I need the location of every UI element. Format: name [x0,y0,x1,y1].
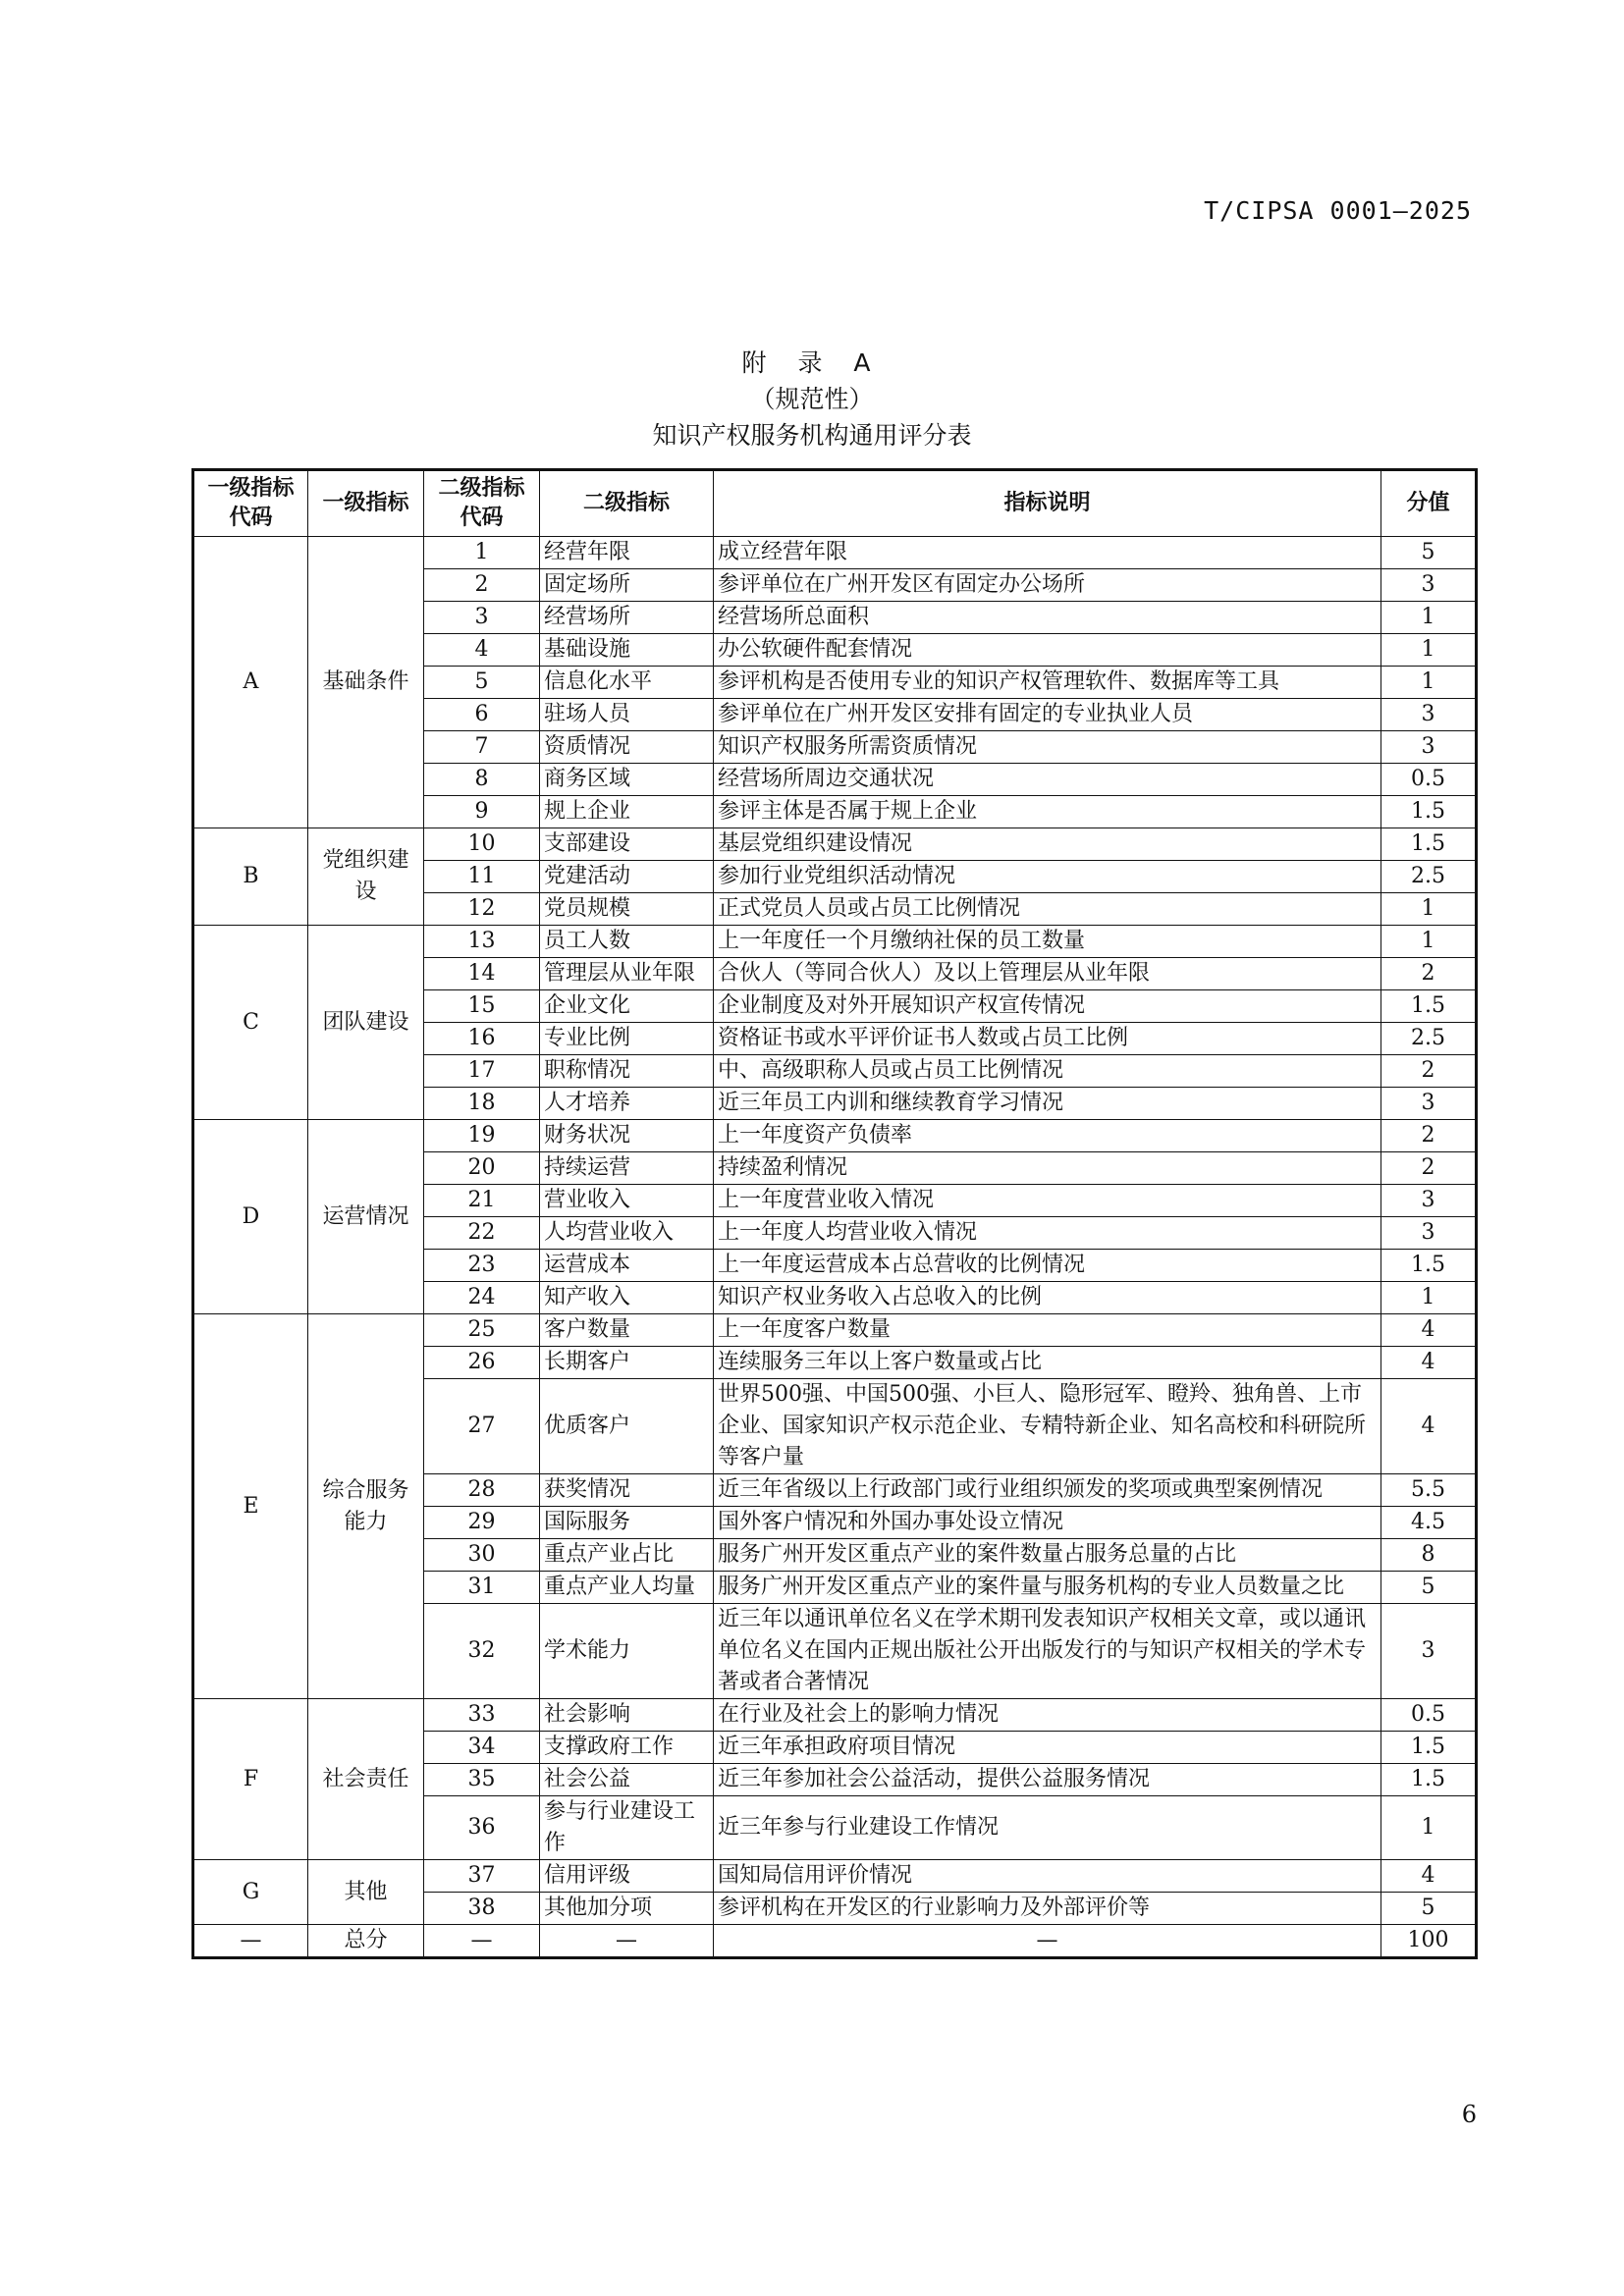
annex-type: （规范性） [750,385,874,413]
level2-name: 经营场所 [540,602,714,634]
indicator-description: 参评单位在广州开发区有固定办公场所 [714,569,1381,602]
level2-code: 20 [424,1152,540,1185]
level2-name: 优质客户 [540,1379,714,1474]
level2-name: 长期客户 [540,1347,714,1379]
level1-code: D [193,1120,308,1314]
level2-code: 22 [424,1217,540,1250]
header-score: 分值 [1381,470,1477,537]
indicator-description: 中、高级职称人员或占员工比例情况 [714,1055,1381,1088]
level2-code: 29 [424,1507,540,1539]
level2-name: 驻场人员 [540,699,714,731]
score-value: 4 [1381,1379,1477,1474]
indicator-description: 经营场所周边交通状况 [714,764,1381,796]
score-value: 2.5 [1381,861,1477,893]
level2-name: 其他加分项 [540,1893,714,1925]
indicator-description: 上一年度客户数量 [714,1314,1381,1347]
header-l2-code: 二级指标代码 [424,470,540,537]
level2-code: 32 [424,1604,540,1699]
level1-code: E [193,1314,308,1699]
score-value: 3 [1381,699,1477,731]
indicator-description: 正式党员人员或占员工比例情况 [714,893,1381,926]
level2-name: 社会公益 [540,1764,714,1796]
indicator-description: 办公软硬件配套情况 [714,634,1381,667]
header-l1-name: 一级指标 [308,470,424,537]
total-l1-code: — [193,1925,308,1958]
level2-code: 12 [424,893,540,926]
indicator-description: 国知局信用评价情况 [714,1860,1381,1893]
level2-code: 17 [424,1055,540,1088]
level2-code: 33 [424,1699,540,1732]
score-value: 5 [1381,1572,1477,1604]
score-value: 4.5 [1381,1507,1477,1539]
indicator-description: 近三年参与行业建设工作情况 [714,1796,1381,1860]
level1-name: 其他 [308,1860,424,1925]
level2-name: 信用评级 [540,1860,714,1893]
indicator-description: 世界500强、中国500强、小巨人、隐形冠军、瞪羚、独角兽、上市企业、国家知识产权示范企业、专精特新企业、知名高校和科研院所等客户量 [714,1379,1381,1474]
level2-code: 36 [424,1796,540,1860]
level2-code: 26 [424,1347,540,1379]
level1-name: 运营情况 [308,1120,424,1314]
level2-name: 国际服务 [540,1507,714,1539]
scoring-table [191,468,1478,1959]
indicator-description: 企业制度及对外开展知识产权宣传情况 [714,990,1381,1023]
score-value: 5.5 [1381,1474,1477,1507]
header-l2-name: 二级指标 [540,470,714,537]
level2-name: 学术能力 [540,1604,714,1699]
page-number: 6 [1461,2101,1477,2128]
indicator-description: 近三年承担政府项目情况 [714,1732,1381,1764]
score-value: 2 [1381,958,1477,990]
level2-code: 38 [424,1893,540,1925]
score-value: 2 [1381,1055,1477,1088]
level2-name: 重点产业占比 [540,1539,714,1572]
level2-name: 职称情况 [540,1055,714,1088]
level2-name: 人均营业收入 [540,1217,714,1250]
score-value: 0.5 [1381,1699,1477,1732]
level2-code: 30 [424,1539,540,1572]
level2-code: 19 [424,1120,540,1152]
score-value: 5 [1381,1893,1477,1925]
score-value: 1 [1381,667,1477,699]
indicator-description: 资格证书或水平评价证书人数或占员工比例 [714,1023,1381,1055]
score-value: 4 [1381,1860,1477,1893]
level2-name: 人才培养 [540,1088,714,1120]
level2-code: 4 [424,634,540,667]
indicator-description: 持续盈利情况 [714,1152,1381,1185]
indicator-description: 上一年度任一个月缴纳社保的员工数量 [714,926,1381,958]
score-value: 1 [1381,1796,1477,1860]
level2-name: 知产收入 [540,1282,714,1314]
score-value: 1 [1381,1282,1477,1314]
level2-name: 基础设施 [540,634,714,667]
level2-name: 财务状况 [540,1120,714,1152]
level2-code: 5 [424,667,540,699]
level2-code: 24 [424,1282,540,1314]
level2-code: 11 [424,861,540,893]
level2-name: 重点产业人均量 [540,1572,714,1604]
score-value: 4 [1381,1347,1477,1379]
score-value: 1.5 [1381,1764,1477,1796]
level2-name: 员工人数 [540,926,714,958]
level2-name: 支部建设 [540,828,714,861]
indicator-description: 服务广州开发区重点产业的案件数量占服务总量的占比 [714,1539,1381,1572]
level2-name: 持续运营 [540,1152,714,1185]
level2-code: 23 [424,1250,540,1282]
document-code: T/CIPSA 0001—2025 [1204,196,1472,225]
level2-code: 6 [424,699,540,731]
total-l2-name: — [540,1925,714,1958]
indicator-description: 国外客户情况和外国办事处设立情况 [714,1507,1381,1539]
annex-table-name: 知识产权服务机构通用评分表 [652,421,972,450]
header-description: 指标说明 [714,470,1381,537]
score-value: 3 [1381,1217,1477,1250]
level1-name: 基础条件 [308,537,424,828]
annex-title: 附 录 A [741,348,883,377]
level2-name: 党员规模 [540,893,714,926]
table-row [193,537,1477,569]
level2-code: 7 [424,731,540,764]
score-value: 1 [1381,893,1477,926]
indicator-description: 合伙人（等同合伙人）及以上管理层从业年限 [714,958,1381,990]
level2-name: 经营年限 [540,537,714,569]
indicator-description: 参加行业党组织活动情况 [714,861,1381,893]
score-value: 4 [1381,1314,1477,1347]
score-value: 0.5 [1381,764,1477,796]
indicator-description: 基层党组织建设情况 [714,828,1381,861]
level1-code: G [193,1860,308,1925]
level2-name: 获奖情况 [540,1474,714,1507]
indicator-description: 近三年省级以上行政部门或行业组织颁发的奖项或典型案例情况 [714,1474,1381,1507]
level2-code: 9 [424,796,540,828]
level2-name: 规上企业 [540,796,714,828]
table-body [193,537,1477,1925]
total-description: — [714,1925,1381,1958]
score-value: 3 [1381,1088,1477,1120]
table-row [193,926,1477,958]
table-row [193,828,1477,861]
level2-name: 社会影响 [540,1699,714,1732]
score-value: 1 [1381,602,1477,634]
level2-code: 3 [424,602,540,634]
level2-name: 管理层从业年限 [540,958,714,990]
score-value: 3 [1381,569,1477,602]
level2-code: 1 [424,537,540,569]
table-row [193,1314,1477,1347]
level2-code: 37 [424,1860,540,1893]
level2-code: 28 [424,1474,540,1507]
level2-code: 18 [424,1088,540,1120]
indicator-description: 在行业及社会上的影响力情况 [714,1699,1381,1732]
level2-name: 信息化水平 [540,667,714,699]
score-value: 1.5 [1381,1250,1477,1282]
score-value: 8 [1381,1539,1477,1572]
level1-name: 党组织建设 [308,828,424,926]
level2-code: 13 [424,926,540,958]
indicator-description: 上一年度运营成本占总营收的比例情况 [714,1250,1381,1282]
indicator-description: 参评机构在开发区的行业影响力及外部评价等 [714,1893,1381,1925]
level2-name: 商务区域 [540,764,714,796]
level2-code: 25 [424,1314,540,1347]
total-label: 总分 [308,1925,424,1958]
indicator-description: 近三年员工内训和继续教育学习情况 [714,1088,1381,1120]
score-value: 2.5 [1381,1023,1477,1055]
indicator-description: 连续服务三年以上客户数量或占比 [714,1347,1381,1379]
level2-name: 运营成本 [540,1250,714,1282]
level2-code: 27 [424,1379,540,1474]
score-value: 1.5 [1381,990,1477,1023]
score-value: 3 [1381,1604,1477,1699]
score-value: 2 [1381,1152,1477,1185]
score-value: 1 [1381,634,1477,667]
level1-name: 社会责任 [308,1699,424,1860]
total-row [193,1925,1477,1958]
table-row [193,1699,1477,1732]
indicator-description: 上一年度资产负债率 [714,1120,1381,1152]
level1-code: C [193,926,308,1120]
score-value: 1.5 [1381,828,1477,861]
indicator-description: 参评机构是否使用专业的知识产权管理软件、数据库等工具 [714,667,1381,699]
total-score: 100 [1381,1925,1477,1958]
indicator-description: 经营场所总面积 [714,602,1381,634]
score-value: 2 [1381,1120,1477,1152]
level2-code: 34 [424,1732,540,1764]
indicator-description: 上一年度营业收入情况 [714,1185,1381,1217]
level2-name: 参与行业建设工作 [540,1796,714,1860]
indicator-description: 参评单位在广州开发区安排有固定的专业执业人员 [714,699,1381,731]
table-row [193,1860,1477,1893]
level2-code: 15 [424,990,540,1023]
indicator-description: 知识产权服务所需资质情况 [714,731,1381,764]
indicator-description: 服务广州开发区重点产业的案件量与服务机构的专业人员数量之比 [714,1572,1381,1604]
score-value: 1 [1381,926,1477,958]
indicator-description: 近三年以通讯单位名义在学术期刊发表知识产权相关文章，或以通讯单位名义在国内正规出版社公开出版发行的与知识产权相关的学术专著或者合著情况 [714,1604,1381,1699]
level1-code: B [193,828,308,926]
score-value: 1.5 [1381,1732,1477,1764]
indicator-description: 近三年参加社会公益活动，提供公益服务情况 [714,1764,1381,1796]
level2-code: 8 [424,764,540,796]
level2-name: 资质情况 [540,731,714,764]
level2-code: 21 [424,1185,540,1217]
level2-name: 客户数量 [540,1314,714,1347]
table-header-row [193,470,1477,537]
level2-code: 35 [424,1764,540,1796]
indicator-description: 参评主体是否属于规上企业 [714,796,1381,828]
level2-name: 固定场所 [540,569,714,602]
level2-name: 支撑政府工作 [540,1732,714,1764]
indicator-description: 成立经营年限 [714,537,1381,569]
level1-code: A [193,537,308,828]
indicator-description: 知识产权业务收入占总收入的比例 [714,1282,1381,1314]
score-value: 1.5 [1381,796,1477,828]
total-l2-code: — [424,1925,540,1958]
level2-name: 专业比例 [540,1023,714,1055]
level2-code: 16 [424,1023,540,1055]
level1-code: F [193,1699,308,1860]
level1-name: 团队建设 [308,926,424,1120]
level2-name: 企业文化 [540,990,714,1023]
indicator-description: 上一年度人均营业收入情况 [714,1217,1381,1250]
score-value: 5 [1381,537,1477,569]
level2-code: 10 [424,828,540,861]
level2-code: 14 [424,958,540,990]
level2-code: 2 [424,569,540,602]
level2-code: 31 [424,1572,540,1604]
score-value: 3 [1381,731,1477,764]
header-l1-code: 一级指标代码 [193,470,308,537]
level2-name: 营业收入 [540,1185,714,1217]
level1-name: 综合服务能力 [308,1314,424,1699]
score-value: 3 [1381,1185,1477,1217]
level2-name: 党建活动 [540,861,714,893]
table-row [193,1120,1477,1152]
